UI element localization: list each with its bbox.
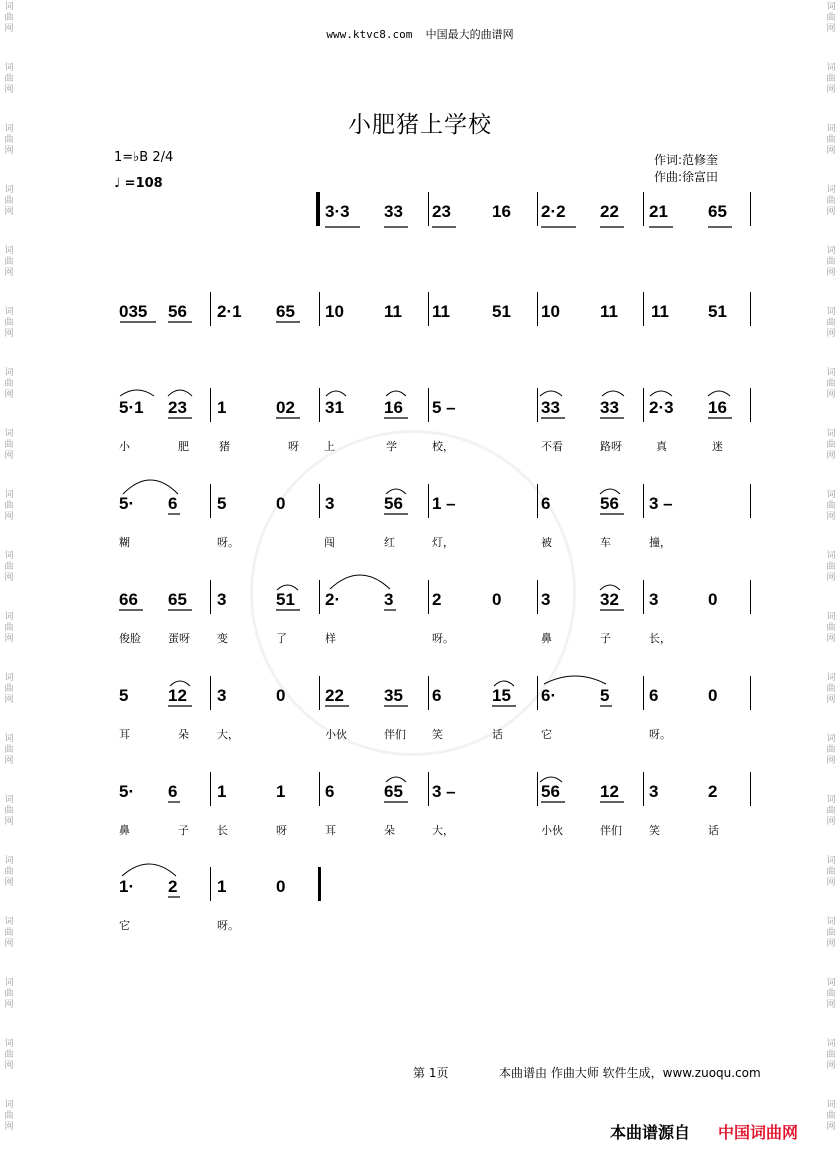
side-char: 词 [4,185,14,195]
note-group: 3·3 [325,202,350,221]
note-group: 65 [168,590,187,609]
note-group: 11 [432,302,450,321]
lyric: 迷 [712,440,723,453]
note-group: 02 [276,398,295,417]
note-group: 65 [708,202,727,221]
side-char: 曲 [4,74,14,84]
note-group: 2·3 [649,398,674,417]
note-group: 16 [492,202,511,221]
side-char: 曲 [4,440,14,450]
side-char: 网 [826,695,836,705]
note-group: 11 [600,302,618,321]
side-char: 曲 [826,440,836,450]
note-group: 5·1 [119,398,144,417]
side-char: 词 [826,917,836,927]
side-char: 网 [4,573,14,583]
note-group: 21 [649,202,668,221]
slur [168,390,192,396]
side-char: 词 [826,856,836,866]
side-char: 网 [4,512,14,522]
slur [120,390,154,396]
note-group: 66 [119,590,138,609]
slur [277,585,298,590]
note-group: 56 [541,782,560,801]
lyric: 呀。 [217,536,239,549]
side-char: 网 [4,695,14,705]
lyric: 校， [432,440,454,453]
note-group: 0 [276,686,286,705]
note-group: 15 [492,686,511,705]
side-char: 网 [4,756,14,766]
slur [600,489,620,494]
source-label: 本曲谱源自 [610,1123,691,1142]
note-group: 1· [119,877,135,896]
lyric: 大， [217,728,239,741]
side-char: 词 [4,246,14,256]
song-title: 小肥猪上学校 [348,112,492,138]
note-group: 2·1 [217,302,242,321]
note-group: 6 [649,686,659,705]
note-group: 0 [492,590,502,609]
side-char: 网 [826,207,836,217]
generator-note: 本曲谱由 作曲大师 软件生成，www.zuoqu.com [499,1066,761,1080]
lyric: 大， [432,824,454,837]
side-char: 词 [826,1100,836,1110]
note-group: 5 – [432,398,456,417]
note-group: 22 [325,686,344,705]
note-group: 10 [325,302,344,321]
note-group: 11 [651,302,669,321]
side-char: 词 [4,368,14,378]
side-char: 词 [4,2,14,12]
note-group: 0 [708,590,718,609]
note-group: 2 [432,590,442,609]
side-char: 曲 [826,989,836,999]
side-char: 网 [4,1122,14,1132]
note-group: 12 [168,686,187,705]
side-char: 网 [826,634,836,644]
note-group: 16 [708,398,727,417]
note-group: 3 – [432,782,456,801]
side-char: 词 [4,307,14,317]
lyric: 学 [386,440,397,453]
lyric: 小伙 [325,728,347,741]
slur [708,391,730,396]
lyric: 猪 [219,440,230,453]
note-group: 22 [600,202,619,221]
lyric: 糊 [119,536,130,549]
side-char: 网 [4,634,14,644]
side-char: 网 [826,1122,836,1132]
lyric: 朵 [384,824,395,837]
slur [544,676,606,684]
side-char: 词 [826,124,836,134]
lyric: 红 [384,536,395,549]
side-char: 词 [826,307,836,317]
note-group: 35 [384,686,403,705]
side-char: 词 [826,1039,836,1049]
side-char: 曲 [826,501,836,511]
composer: 作曲:徐富田 [654,170,719,184]
note-group: 1 – [432,494,456,513]
slur [170,681,190,686]
side-char: 词 [4,734,14,744]
side-char: 曲 [4,928,14,938]
side-char: 曲 [826,1111,836,1121]
side-char: 网 [826,573,836,583]
note-group: 2 [168,877,178,896]
side-char: 词 [4,917,14,927]
side-char: 网 [4,207,14,217]
side-char: 曲 [826,13,836,23]
lyric: 闯 [324,536,335,549]
side-char: 网 [826,1061,836,1071]
key-label: 1=♭B [114,150,149,165]
lyric: 撞， [649,536,671,549]
header-url[interactable]: www.ktvc8.com [326,28,413,41]
lyric: 话 [492,728,503,741]
note-group: 51 [492,302,511,321]
side-char: 网 [4,85,14,95]
lyric: 鼻 [119,824,130,837]
note-group: 6 [541,494,551,513]
slur [122,864,176,876]
lyric: 长， [649,632,671,645]
lyric: 小伙 [541,824,563,837]
note-group: 5 [600,686,610,705]
side-char: 词 [4,1100,14,1110]
lyric: 呀 [276,824,287,837]
lyric: 蛋呀 [168,632,190,645]
lyric: 它 [541,728,552,741]
side-char: 曲 [826,562,836,572]
side-char: 网 [4,24,14,34]
side-char: 曲 [4,684,14,694]
lyric: 上 [324,440,335,453]
side-char: 词 [4,1039,14,1049]
lyric: 变 [217,632,228,645]
slur [540,391,562,396]
lyric: 呀。 [432,632,454,645]
note-group: 3 [384,590,394,609]
note-group: 51 [276,590,295,609]
side-char: 网 [4,1000,14,1010]
side-char: 网 [826,939,836,949]
side-char: 网 [826,146,836,156]
note-group: 3 [217,590,227,609]
side-char: 曲 [4,1111,14,1121]
side-char: 网 [826,512,836,522]
slur [600,585,620,590]
quarter-note-icon: ♩ [114,176,121,191]
side-char: 曲 [826,745,836,755]
note-group: 33 [600,398,619,417]
slur [386,391,406,396]
note-group: 3 – [649,494,673,513]
note-group: 3 [649,782,659,801]
side-char: 网 [826,756,836,766]
note-group: 6 [432,686,442,705]
lyric: 朵 [178,728,189,741]
lyric: 样 [325,632,336,645]
lyricist: 作词:范修奎 [654,153,719,167]
side-char: 曲 [826,379,836,389]
slur [386,489,406,494]
note-group: 035 [119,302,148,321]
side-char: 词 [826,551,836,561]
lyric: 耳 [119,728,130,741]
side-char: 词 [826,612,836,622]
note-group: 56 [384,494,403,513]
side-char: 曲 [826,623,836,633]
lyric: 长 [217,824,228,837]
note-group: 6 [168,494,178,513]
side-char: 网 [826,85,836,95]
side-char: 词 [826,978,836,988]
lyric: 呀。 [217,919,239,932]
side-char: 曲 [826,74,836,84]
note-group: 33 [541,398,560,417]
slur [330,575,390,589]
side-char: 词 [4,612,14,622]
lyric: 了 [276,632,287,645]
note-group: 6 [168,782,178,801]
slur [650,391,672,396]
page-number: 第 1页 [413,1066,449,1080]
note-group: 31 [325,398,344,417]
side-char: 词 [826,795,836,805]
side-char: 词 [4,551,14,561]
note-group: 1 [217,398,227,417]
side-char: 网 [826,329,836,339]
side-char: 曲 [4,196,14,206]
side-char: 词 [826,63,836,73]
side-char: 词 [826,490,836,500]
note-group: 56 [600,494,619,513]
note-group: 23 [168,398,187,417]
side-char: 网 [826,24,836,34]
side-char: 词 [4,63,14,73]
lyric: 不看 [541,440,563,453]
slur [602,391,624,396]
slur [326,391,346,396]
note-group: 2·2 [541,202,566,221]
side-char: 词 [4,856,14,866]
lyric: 呀 [288,440,299,453]
side-char: 词 [4,429,14,439]
side-char: 网 [4,1061,14,1071]
side-char: 曲 [4,867,14,877]
note-group: 3 [541,590,551,609]
side-char: 网 [4,329,14,339]
side-char: 网 [826,878,836,888]
side-char: 曲 [826,196,836,206]
lyric: 鼻 [541,632,552,645]
note-group: 12 [600,782,619,801]
side-char: 曲 [826,684,836,694]
side-char: 词 [826,2,836,12]
note-group: 6· [541,686,557,705]
note-group: 33 [384,202,403,221]
lyric: 呀。 [649,728,671,741]
lyric: 笑 [432,728,443,741]
note-group: 51 [708,302,727,321]
side-char: 曲 [4,1050,14,1060]
side-char: 网 [4,146,14,156]
lyric: 小 [119,440,130,453]
note-group: 65 [384,782,403,801]
lyric: 肥 [178,440,189,453]
side-char: 网 [826,390,836,400]
side-char: 网 [826,451,836,461]
side-char: 词 [4,795,14,805]
side-char: 曲 [4,623,14,633]
side-char: 网 [4,817,14,827]
slur [540,777,562,782]
side-char: 词 [826,734,836,744]
lyric: 车 [600,536,611,549]
side-char: 词 [826,368,836,378]
side-char: 词 [826,429,836,439]
note-group: 5· [119,782,135,801]
side-char: 网 [826,1000,836,1010]
side-char: 词 [4,978,14,988]
note-group: 10 [541,302,560,321]
side-char: 曲 [4,806,14,816]
lyric: 它 [119,919,130,932]
lyric: 被 [541,536,552,549]
note-group: 65 [276,302,295,321]
note-group: 2 [708,782,718,801]
side-char: 网 [826,268,836,278]
note-group: 1 [217,877,227,896]
source-site-link[interactable]: 中国词曲网 [718,1123,799,1142]
side-char: 曲 [826,135,836,145]
side-char: 网 [4,939,14,949]
lyric: 灯， [432,536,454,549]
side-char: 曲 [4,562,14,572]
note-group: 6 [325,782,335,801]
side-char: 曲 [4,257,14,267]
lyric: 路呀 [600,440,622,453]
side-char: 曲 [826,318,836,328]
note-group: 1 [276,782,286,801]
lyric: 话 [708,824,719,837]
side-char: 曲 [4,135,14,145]
side-char: 曲 [826,1050,836,1060]
side-char: 曲 [826,928,836,938]
lyric: 伴们 [600,824,622,837]
side-char: 曲 [4,318,14,328]
side-char: 曲 [4,745,14,755]
side-char: 曲 [826,257,836,267]
lyric: 耳 [325,824,336,837]
side-char: 词 [826,246,836,256]
side-char: 曲 [4,379,14,389]
note-group: 32 [600,590,619,609]
note-group: 3 [325,494,335,513]
side-char: 网 [826,817,836,827]
note-group: 3 [217,686,227,705]
side-char: 网 [4,268,14,278]
note-group: 16 [384,398,403,417]
lyric: 伴们 [384,728,406,741]
side-char: 词 [826,673,836,683]
side-char: 曲 [4,989,14,999]
note-group: 0 [276,494,286,513]
side-char: 网 [4,451,14,461]
note-group: 0 [276,877,286,896]
time-signature: 2/4 [152,150,174,165]
slur [386,777,406,782]
note-group: 0 [708,686,718,705]
side-char: 词 [826,185,836,195]
header-tagline: 中国最大的曲谱网 [425,28,514,41]
note-group: 56 [168,302,187,321]
note-group: 5 [119,686,129,705]
lyric: 真 [656,440,667,453]
note-group: 2· [325,590,341,609]
note-group: 3 [649,590,659,609]
slur [123,480,178,494]
side-char: 曲 [4,13,14,23]
tempo-value: =108 [124,176,163,191]
lyric: 笑 [649,824,660,837]
note-group: 11 [384,302,402,321]
side-char: 网 [4,390,14,400]
note-group: 23 [432,202,451,221]
side-char: 词 [4,673,14,683]
lyric: 子 [178,824,189,837]
side-char: 曲 [4,501,14,511]
side-char: 词 [4,490,14,500]
note-group: 1 [217,782,227,801]
note-group: 5 [217,494,227,513]
lyric: 俊脸 [119,632,141,645]
side-char: 曲 [826,867,836,877]
slur [494,681,514,686]
side-char: 网 [4,878,14,888]
note-group: 5· [119,494,135,513]
side-char: 词 [4,124,14,134]
side-char: 曲 [826,806,836,816]
lyric: 子 [600,632,611,645]
